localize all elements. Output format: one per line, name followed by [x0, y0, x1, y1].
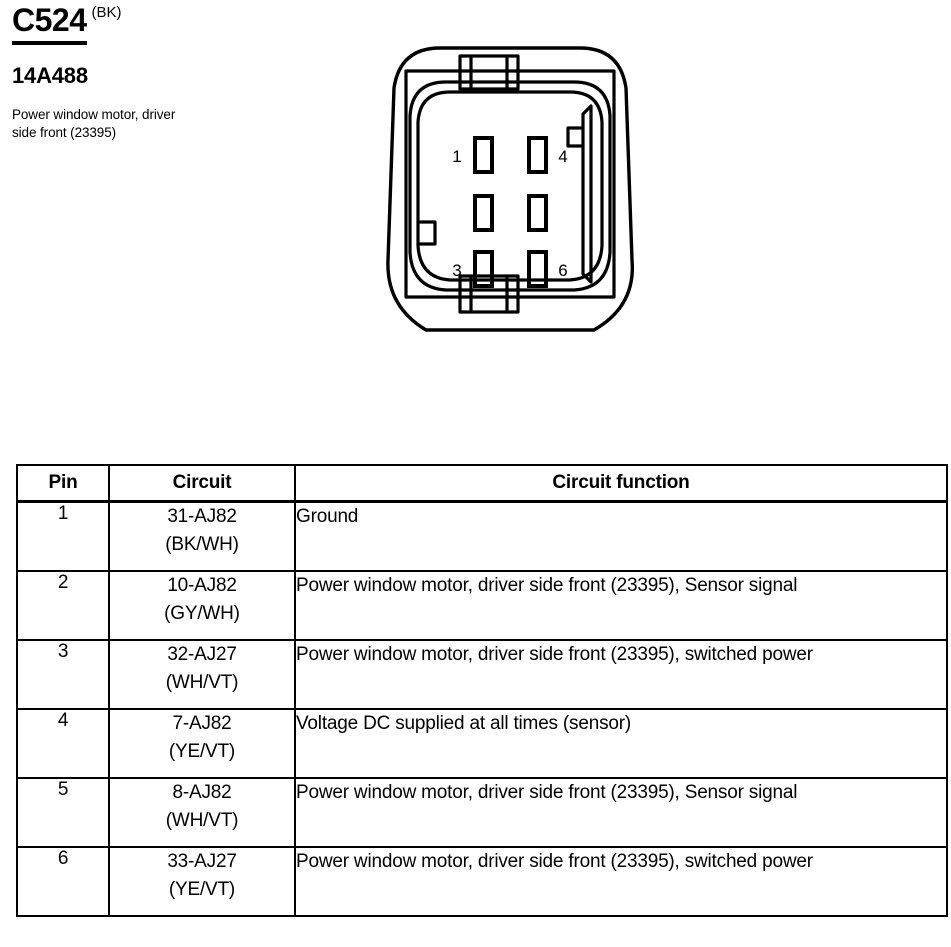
- circuit-id: 31-AJ82: [167, 506, 237, 527]
- cell-circuit-function: Power window motor, driver side front (23395), Sensor signal: [295, 778, 947, 847]
- circuit-colors: (YE/VT): [168, 740, 236, 762]
- circuit-colors: (WH/VT): [165, 671, 239, 693]
- connector-inner-wall-outer: [410, 82, 610, 290]
- table-row: [17, 571, 947, 640]
- cell-circuit-function: Power window motor, driver side front (23395), switched power: [295, 640, 947, 709]
- connector-left-key-notch: [418, 222, 435, 244]
- pin-label-6: 6: [558, 261, 568, 280]
- connector-cavities: [475, 138, 546, 286]
- cell-circuit: [109, 640, 295, 709]
- connector-face-diagram: [378, 44, 642, 345]
- cell-pin: 2: [17, 571, 109, 640]
- pinout-table-body: [17, 502, 947, 917]
- table-row: [17, 709, 947, 778]
- cell-pin: 1: [17, 502, 109, 572]
- cell-pin: 6: [17, 847, 109, 916]
- pin-label-3: 3: [452, 261, 462, 280]
- cell-circuit-function: Power window motor, driver side front (23395), switched power: [295, 847, 947, 916]
- circuit-id: 10-AJ82: [167, 575, 237, 596]
- cavity-slot-5: [529, 196, 546, 230]
- table-row: [17, 847, 947, 916]
- cell-circuit: [109, 778, 295, 847]
- circuit-colors: (BK/WH): [165, 533, 239, 555]
- column-header-circuit: Circuit: [109, 465, 295, 502]
- pin-label-4: 4: [558, 147, 568, 166]
- cell-circuit-function: Ground: [295, 502, 947, 572]
- circuit-colors: (YE/VT): [168, 878, 236, 900]
- cavity-slot-2: [475, 196, 492, 230]
- cell-pin: 4: [17, 709, 109, 778]
- cavity-slot-1: [475, 138, 492, 172]
- connector-description: Power window motor, driver side front (23395): [12, 106, 176, 140]
- circuit-id: 32-AJ27: [167, 644, 237, 665]
- pinout-table-header: [17, 465, 947, 502]
- connector-face-svg: [378, 44, 642, 340]
- circuit-id: 7-AJ82: [172, 713, 232, 734]
- connector-header-block: [12, 4, 262, 142]
- cell-circuit-function: Voltage DC supplied at all times (sensor): [295, 709, 947, 778]
- cell-pin: 5: [17, 778, 109, 847]
- cell-circuit: [109, 847, 295, 916]
- cell-circuit-function: Power window motor, driver side front (23395), Sensor signal: [295, 571, 947, 640]
- cell-circuit: [109, 571, 295, 640]
- cell-pin: 3: [17, 640, 109, 709]
- connector-id-line: [12, 4, 262, 45]
- circuit-id: 8-AJ82: [172, 782, 232, 803]
- part-number: 14A488: [12, 62, 88, 88]
- table-row: [17, 640, 947, 709]
- connector-color-code: (BK): [91, 4, 122, 21]
- table-row: [17, 778, 947, 847]
- cell-circuit: [109, 709, 295, 778]
- pinout-table-container: [16, 464, 940, 917]
- circuit-colors: (GY/WH): [164, 602, 240, 624]
- connector-right-key-notch: [568, 128, 583, 146]
- connector-inner-wall-inner: [418, 92, 602, 280]
- table-row: [17, 502, 947, 572]
- cavity-slot-4: [529, 138, 546, 172]
- pinout-table: [16, 464, 948, 917]
- connector-right-keying-rail: [583, 106, 591, 282]
- circuit-id: 33-AJ27: [167, 851, 237, 872]
- connector-pin-labels: [452, 147, 567, 280]
- column-header-circuit-function: Circuit function: [295, 465, 947, 502]
- pin-label-1: 1: [452, 147, 462, 166]
- connector-id: C524: [12, 4, 87, 45]
- cell-circuit: [109, 502, 295, 572]
- table-header-row: [17, 465, 947, 502]
- column-header-pin: Pin: [17, 465, 109, 502]
- circuit-colors: (WH/VT): [165, 809, 239, 831]
